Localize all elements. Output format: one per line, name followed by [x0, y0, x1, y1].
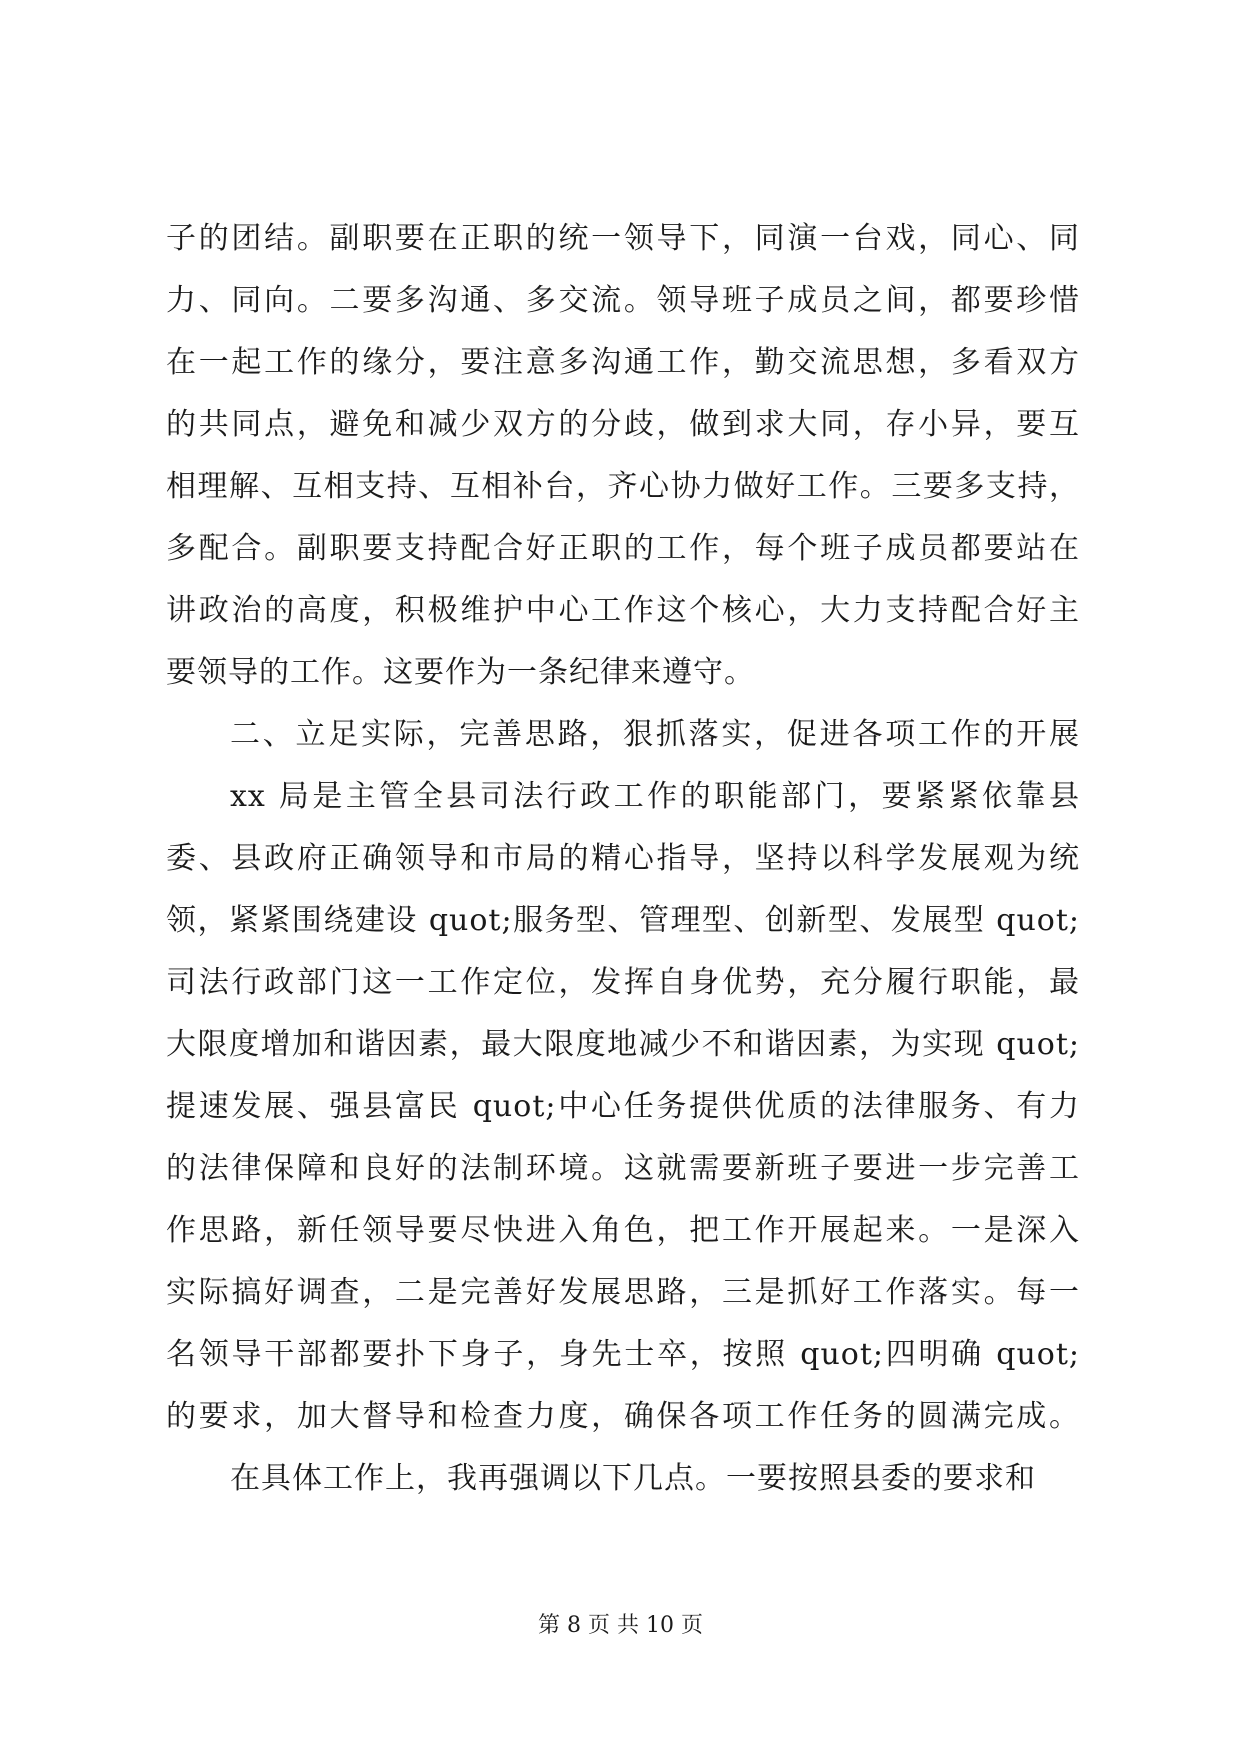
text-line: 的共同点，避免和减少双方的分歧，做到求大同，存小异，要互: [166, 407, 1080, 442]
text-line: 子的团结。副职要在正职的统一领导下，同演一台戏，同心、同: [166, 221, 1080, 256]
document-body: [166, 208, 1080, 1510]
text-line: 在一起工作的缘分，要注意多沟通工作，勤交流思想，多看双方: [166, 345, 1080, 380]
text-line: xx 局是主管全县司法行政工作的职能部门，要紧紧依靠县: [230, 779, 1080, 814]
section-heading: 二、立足实际，完善思路，狠抓落实，促进各项工作的开展: [230, 717, 1080, 752]
text-line: 要领导的工作。这要作为一条纪律来遵守。: [166, 655, 755, 690]
text-line: 力、同向。二要多沟通、多交流。领导班子成员之间，都要珍惜: [166, 283, 1080, 318]
text-line: 领，紧紧围绕建设 quot;服务型、管理型、创新型、发展型 quot;: [166, 903, 1080, 938]
page-number-footer: 第 8 页 共 10 页: [538, 1613, 703, 1638]
text-line: 作思路，新任领导要尽快进入角色，把工作开展起来。一是深入: [166, 1213, 1080, 1248]
text-line: 大限度增加和谐因素，最大限度地减少不和谐因素，为实现 quot;: [166, 1027, 1080, 1062]
text-line: 名领导干部都要扑下身子，身先士卒，按照 quot;四明确 quot;: [166, 1337, 1080, 1372]
text-line: 在具体工作上，我再强调以下几点。一要按照县委的要求和: [230, 1461, 1036, 1496]
text-line: 提速发展、强县富民 quot;中心任务提供优质的法律服务、有力: [166, 1089, 1080, 1124]
text-line: 实际搞好调查，二是完善好发展思路，三是抓好工作落实。每一: [166, 1275, 1080, 1310]
text-line: 讲政治的高度，积极维护中心工作这个核心，大力支持配合好主: [166, 593, 1080, 628]
text-line: 的法律保障和良好的法制环境。这就需要新班子要进一步完善工: [166, 1151, 1080, 1186]
text-line: 相理解、互相支持、互相补台，齐心协力做好工作。三要多支持，: [166, 469, 1080, 504]
text-line: 多配合。副职要支持配合好正职的工作，每个班子成员都要站在: [166, 531, 1080, 566]
text-line: 司法行政部门这一工作定位，发挥自身优势，充分履行职能，最: [166, 965, 1080, 1000]
text-line: 的要求，加大督导和检查力度，确保各项工作任务的圆满完成。: [166, 1399, 1080, 1434]
text-line: 委、县政府正确领导和市局的精心指导，坚持以科学发展观为统: [166, 841, 1080, 876]
